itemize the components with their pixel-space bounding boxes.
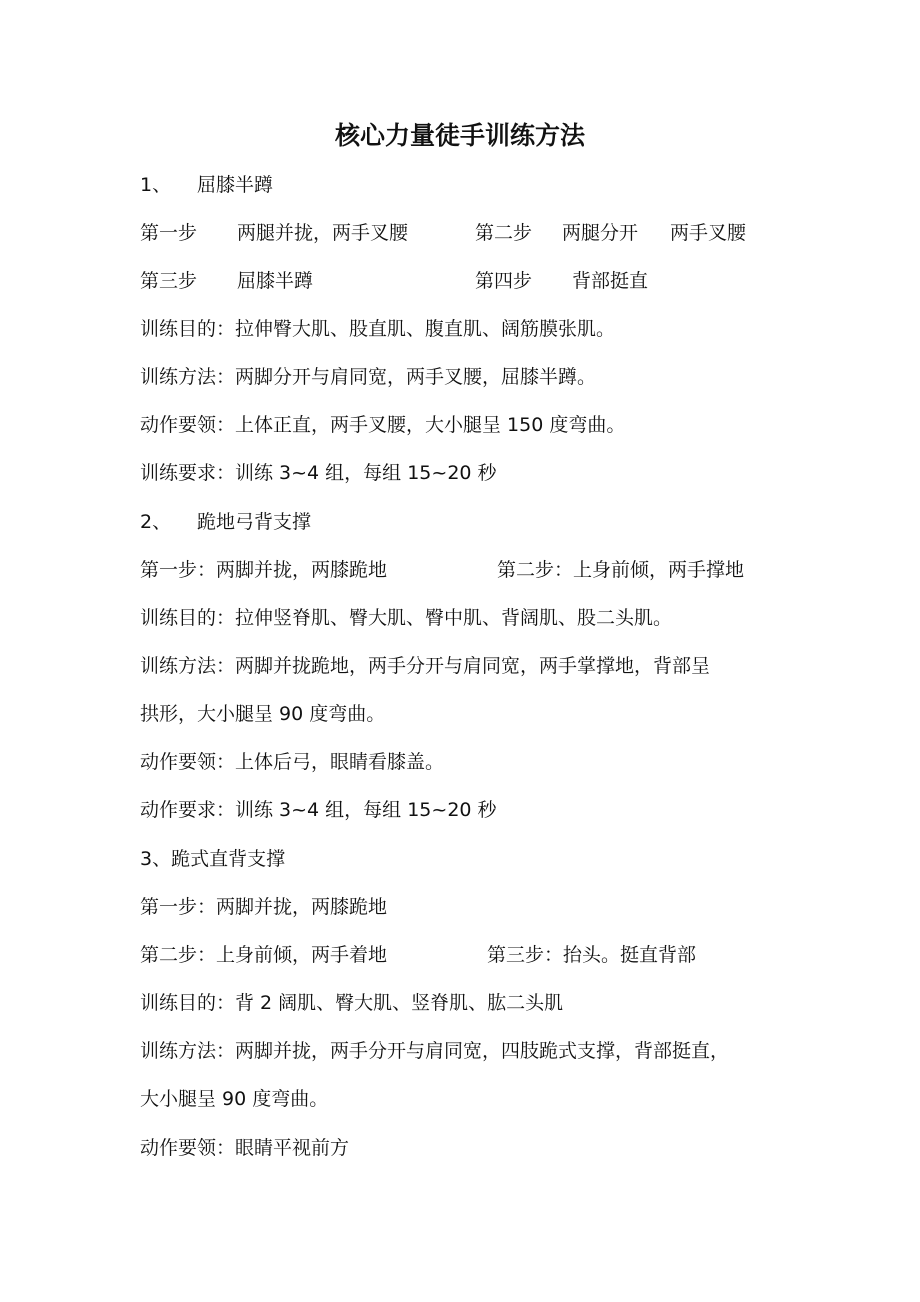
section-2-title: 跪地弓背支撑 xyxy=(197,511,312,533)
section-2-keypoints: 动作要领：上体后弓，眼睛看膝盖。 xyxy=(140,751,445,773)
section-3-heading: 3、跪式直背支撑 xyxy=(140,848,286,870)
step-3: 第三步：抬头。挺直背部 xyxy=(487,944,697,966)
section-1-title: 屈膝半蹲 xyxy=(197,174,274,196)
step-4-label: 第四步 xyxy=(475,270,533,292)
section-3-purpose: 训练目的：背 2 阔肌、臀大肌、竖脊肌、肱二头肌 xyxy=(140,992,564,1014)
section-1-number: 1、 xyxy=(140,174,172,196)
section-1-requirement: 训练要求：训练 3~4 组，每组 15~20 秒 xyxy=(140,462,497,484)
section-1-method: 训练方法：两脚分开与肩同宽，两手叉腰，屈膝半蹲。 xyxy=(140,366,597,388)
step-2-text-b: 两手叉腰 xyxy=(670,222,747,244)
step-3-label: 第三步 xyxy=(140,270,198,292)
section-1-purpose: 训练目的：拉伸臀大肌、股直肌、腹直肌、阔筋膜张肌。 xyxy=(140,318,616,340)
step-2-label: 第二步 xyxy=(475,222,533,244)
section-2-purpose: 训练目的：拉伸竖脊肌、臀大肌、臀中肌、背阔肌、股二头肌。 xyxy=(140,607,673,629)
step-2: 第二步：上身前倾，两手着地 xyxy=(140,944,388,966)
step-1-label: 第一步 xyxy=(140,222,198,244)
section-3-method-line-1: 训练方法：两脚并拢，两手分开与肩同宽，四肢跪式支撑，背部挺直， xyxy=(140,1040,730,1062)
step-2: 第二步：上身前倾，两手撑地 xyxy=(497,559,745,581)
document-title: 核心力量徒手训练方法 xyxy=(334,121,585,150)
section-2-method-line-2: 拱形，大小腿呈 90 度弯曲。 xyxy=(140,703,386,725)
section-3-step-1: 第一步：两脚并拢，两膝跪地 xyxy=(140,896,388,918)
step-4-text: 背部挺直 xyxy=(572,270,649,292)
section-2-number: 2、 xyxy=(140,511,172,533)
section-1-keypoints: 动作要领：上体正直，两手叉腰，大小腿呈 150 度弯曲。 xyxy=(140,414,626,436)
step-3-text: 屈膝半蹲 xyxy=(237,270,314,292)
step-2-text: 两腿分开 xyxy=(562,222,639,244)
step-1-text: 两腿并拢，两手叉腰 xyxy=(237,222,409,244)
section-3-method-line-2: 大小腿呈 90 度弯曲。 xyxy=(140,1088,329,1110)
section-3-keypoints: 动作要领：眼睛平视前方 xyxy=(140,1137,350,1159)
step-1: 第一步：两脚并拢，两膝跪地 xyxy=(140,559,388,581)
section-2-requirement: 动作要求：训练 3~4 组，每组 15~20 秒 xyxy=(140,799,497,821)
section-2-method-line-1: 训练方法：两脚并拢跪地，两手分开与肩同宽，两手掌撑地，背部呈 xyxy=(140,655,711,677)
